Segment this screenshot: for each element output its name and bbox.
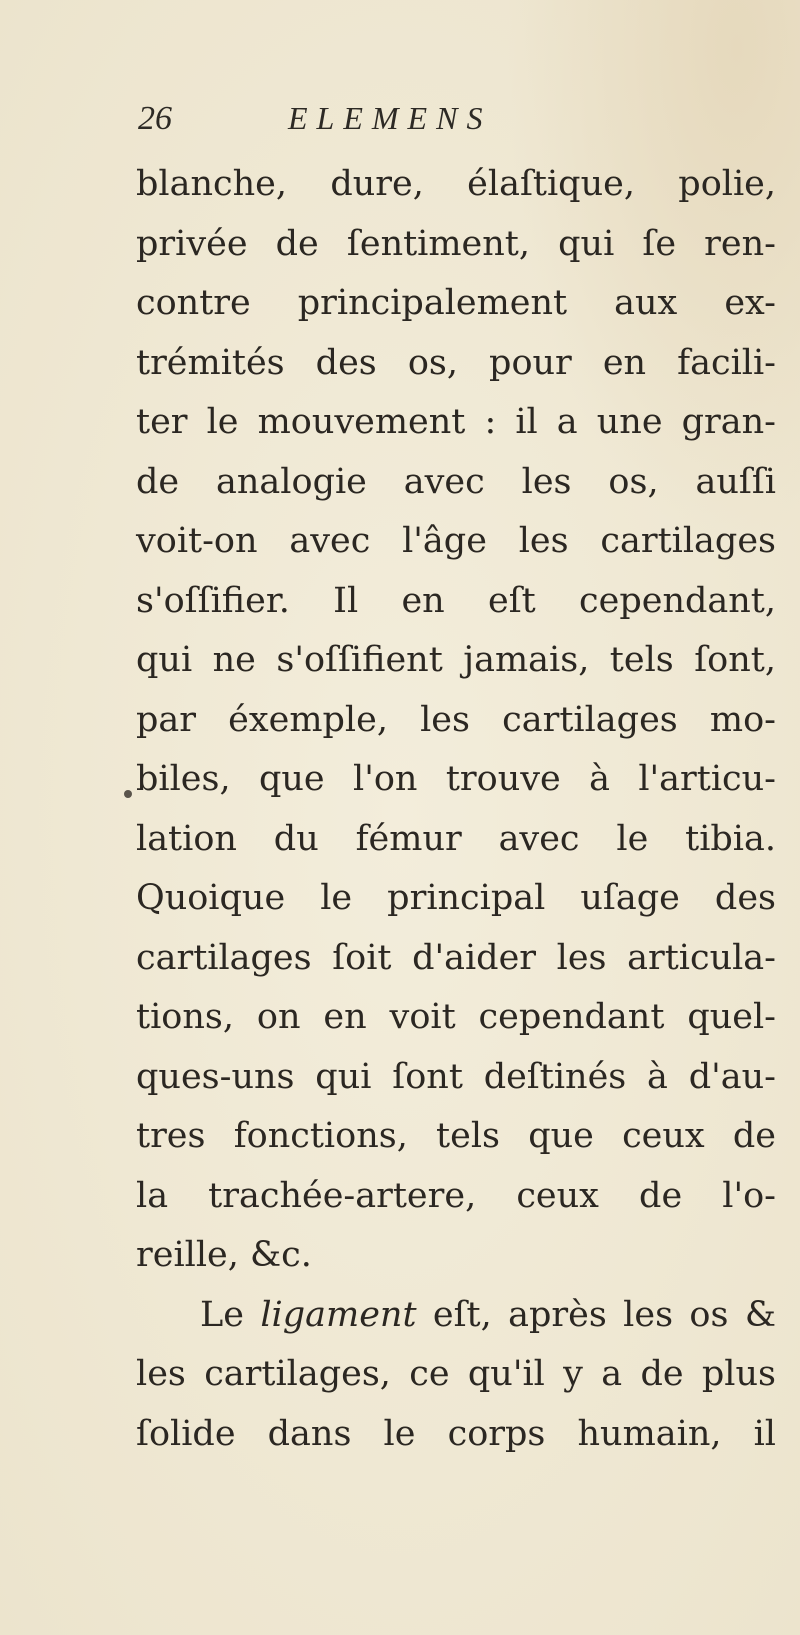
text-line: ſolide dans le corps humain, il <box>136 1413 776 1454</box>
text-line: s'oſſifier. Il en eſt cependant, <box>136 580 776 621</box>
running-title: ELEMENS <box>288 100 492 136</box>
text-line: lation du fémur avec le tibia. <box>136 818 776 859</box>
text-line: ter le mouvement : il a une gran- <box>136 402 776 442</box>
paragraph-start-line <box>136 1286 776 1346</box>
paragraph-start-rest: eſt, après les os & <box>416 1294 776 1335</box>
text-line: tions, on en voit cependant quel- <box>136 997 776 1037</box>
text-line: reille, &c. <box>136 1235 312 1275</box>
text-line: trémités des os, pour en facili- <box>136 342 776 383</box>
text-line: tres fonctions, tels que ceux de <box>136 1116 776 1156</box>
body-text <box>136 155 776 1464</box>
text-line: ques-uns qui ſont deſtinés à d'au- <box>136 1056 776 1097</box>
margin-mark <box>124 790 132 798</box>
text-line: privée de ſentiment, qui ſe ren- <box>136 223 776 264</box>
text-line: les cartilages, ce qu'il y a de plus <box>136 1354 776 1394</box>
text-line: contre principalement aux ex- <box>136 283 776 323</box>
running-head <box>138 100 491 138</box>
text-line: par éxemple, les cartilages mo- <box>136 699 776 740</box>
paragraph-start-text: Le <box>200 1294 261 1335</box>
text-line: cartilages ſoit d'aider les articula- <box>136 937 776 978</box>
text-line: qui ne s'oſſifient jamais, tels ſont, <box>136 640 776 680</box>
page-number: 26 <box>138 100 172 137</box>
text-line: la trachée-artere, ceux de l'o- <box>136 1175 776 1216</box>
text-line: blanche, dure, élaſtique, polie, <box>136 164 776 204</box>
text-line: biles, que l'on trouve à l'articu- <box>136 759 776 799</box>
emphasized-term: ligament <box>260 1294 417 1335</box>
text-line: de analogie avec les os, auſſi <box>136 461 776 502</box>
text-line: voit-on avec l'âge les cartilages <box>136 521 776 561</box>
text-line: Quoique le principal uſage des <box>136 878 776 918</box>
